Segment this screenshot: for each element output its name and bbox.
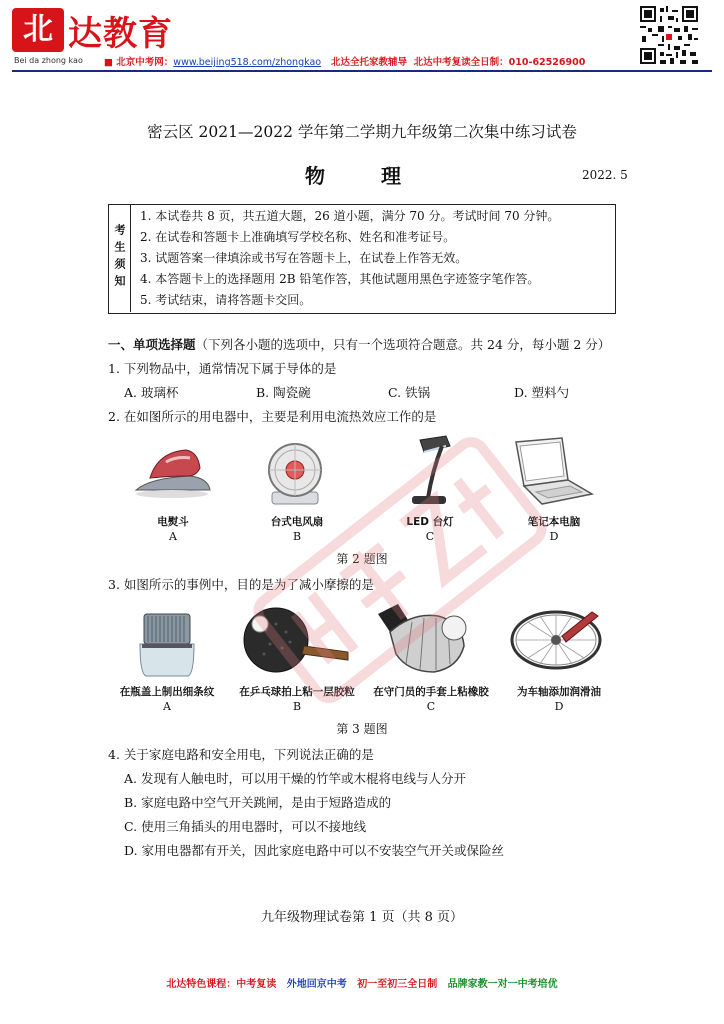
- header-prefix: ■ 北京中考网：: [104, 57, 174, 68]
- notice-item: 1. 本试卷共 8 页，共五道大题，26 道小题，满分 70 分。考试时间 70 分钟。: [140, 209, 560, 223]
- logo-subtitle: Bei da zhong kao: [14, 56, 83, 65]
- logo-text: 达教育: [68, 14, 173, 54]
- exam-date: 2022. 5: [582, 168, 628, 182]
- q2-stem: 2. 在如图所示的用电器中，主要是利用电流热效应工作的是: [108, 409, 437, 424]
- qr-code-icon: [640, 6, 698, 64]
- page-footer: 九年级物理试卷第 1 页（共 8 页）: [260, 910, 464, 925]
- q2-caption-a: 电熨斗: [157, 516, 189, 528]
- exam-title: 密云区 2021—2022 学年第二学期九年级第二次集中练习试卷: [147, 123, 577, 141]
- q4-option-d: D. 家用电器都有开关，因此家庭电路中可以不安装空气开关或保险丝: [124, 843, 505, 858]
- q2-caption-b: 台式电风扇: [270, 516, 324, 528]
- notice-item: 3. 试题答案一律填涂或书写在答题卡上，在试卷上作答无效。: [140, 251, 468, 265]
- q3-letter-a: A: [163, 700, 171, 713]
- q2-caption-d: 笔记本电脑: [527, 516, 581, 528]
- q2-letter-a: A: [169, 530, 177, 543]
- q1-option-c: C. 铁锅: [388, 385, 431, 400]
- goalkeeper-glove-icon: [372, 602, 472, 676]
- q2-caption-c: LED 台灯: [406, 516, 454, 528]
- q2-figure-caption: 第 2 题图: [336, 552, 388, 566]
- header-links: [104, 54, 585, 68]
- bottom-fulltime: 初一至初三全日制: [357, 979, 438, 990]
- q3-figure-caption: 第 3 题图: [336, 722, 388, 736]
- q3-letter-d: D: [554, 700, 564, 713]
- header-phone: 北达中考复读全日制：010-62526900: [413, 57, 586, 68]
- notice-item: 2. 在试卷和答题卡上准确填写学校名称、姓名和准考证号。: [140, 230, 456, 244]
- bottom-course: 北达特色课程：中考复读: [166, 979, 277, 990]
- bicycle-wheel-icon: [508, 606, 606, 674]
- bottle-cap-icon: [132, 604, 202, 678]
- laptop-icon: [506, 436, 596, 508]
- q1-option-d: D. 塑料勺: [514, 385, 570, 400]
- q3-stem: 3. 如图所示的事例中，目的是为了减小摩擦的是: [108, 577, 374, 592]
- notice-list: [140, 206, 559, 311]
- q1-stem: 1. 下列物品中，通常情况下属于导体的是: [108, 361, 337, 376]
- header-url-link[interactable]: www.beijing518.com/zhongkao: [173, 57, 322, 68]
- bottom-return: 外地回京中考: [286, 979, 347, 990]
- q3-caption-a: 在瓶盖上制出细条纹: [119, 686, 215, 698]
- notice-item: 5. 考试结束，请将答题卡交回。: [140, 293, 312, 307]
- q1-option-a: A. 玻璃杯: [124, 385, 179, 400]
- q4-option-a: A. 发现有人触电时，可以用干燥的竹竿或木棍将电线与人分开: [124, 771, 466, 786]
- q3-caption-d: 为车轴添加润滑油: [517, 686, 601, 698]
- section-desc: （下列各小题的选项中，只有一个选项符合题意。共 24 分，每小题 2 分）: [195, 337, 611, 352]
- notice-item: 4. 本答题卡上的选择题用 2B 铅笔作答，其他试题用黑色字迹签字笔作答。: [140, 272, 540, 286]
- subject-title: 物 理: [305, 164, 419, 188]
- section-heading: [108, 335, 610, 353]
- bottom-banner: [0, 975, 724, 990]
- logo-mark: 北: [12, 8, 64, 52]
- q2-letter-c: C: [425, 530, 435, 543]
- led-lamp-icon: [402, 432, 458, 510]
- q3-caption-b: 在乒乓球拍上粘一层胶粒: [239, 686, 355, 698]
- q4-stem: 4. 关于家庭电路和安全用电，下列说法正确的是: [108, 747, 374, 762]
- notice-label: 考生须知: [108, 204, 131, 312]
- section-title: 一、单项选择题: [108, 337, 196, 352]
- q3-letter-b: B: [292, 700, 302, 713]
- q4-option-b: B. 家庭电路中空气开关跳闸，是由于短路造成的: [124, 795, 392, 810]
- q3-caption-c: 在守门员的手套上粘橡胶: [373, 686, 489, 698]
- q4-option-c: C. 使用三角插头的用电器时，可以不接地线: [124, 819, 367, 834]
- iron-icon: [130, 438, 214, 508]
- q2-letter-d: D: [549, 530, 559, 543]
- desk-fan-icon: [262, 440, 328, 510]
- bottom-tutoring: 品牌家教一对一中考培优: [447, 979, 558, 990]
- header-tutoring: 北达全托家教辅导: [331, 57, 408, 68]
- q2-letter-b: B: [292, 530, 302, 543]
- q1-option-b: B. 陶瓷碗: [256, 385, 311, 400]
- q3-letter-c: C: [426, 700, 436, 713]
- header-rule: [12, 70, 712, 72]
- ping-pong-paddle-icon: [240, 604, 352, 674]
